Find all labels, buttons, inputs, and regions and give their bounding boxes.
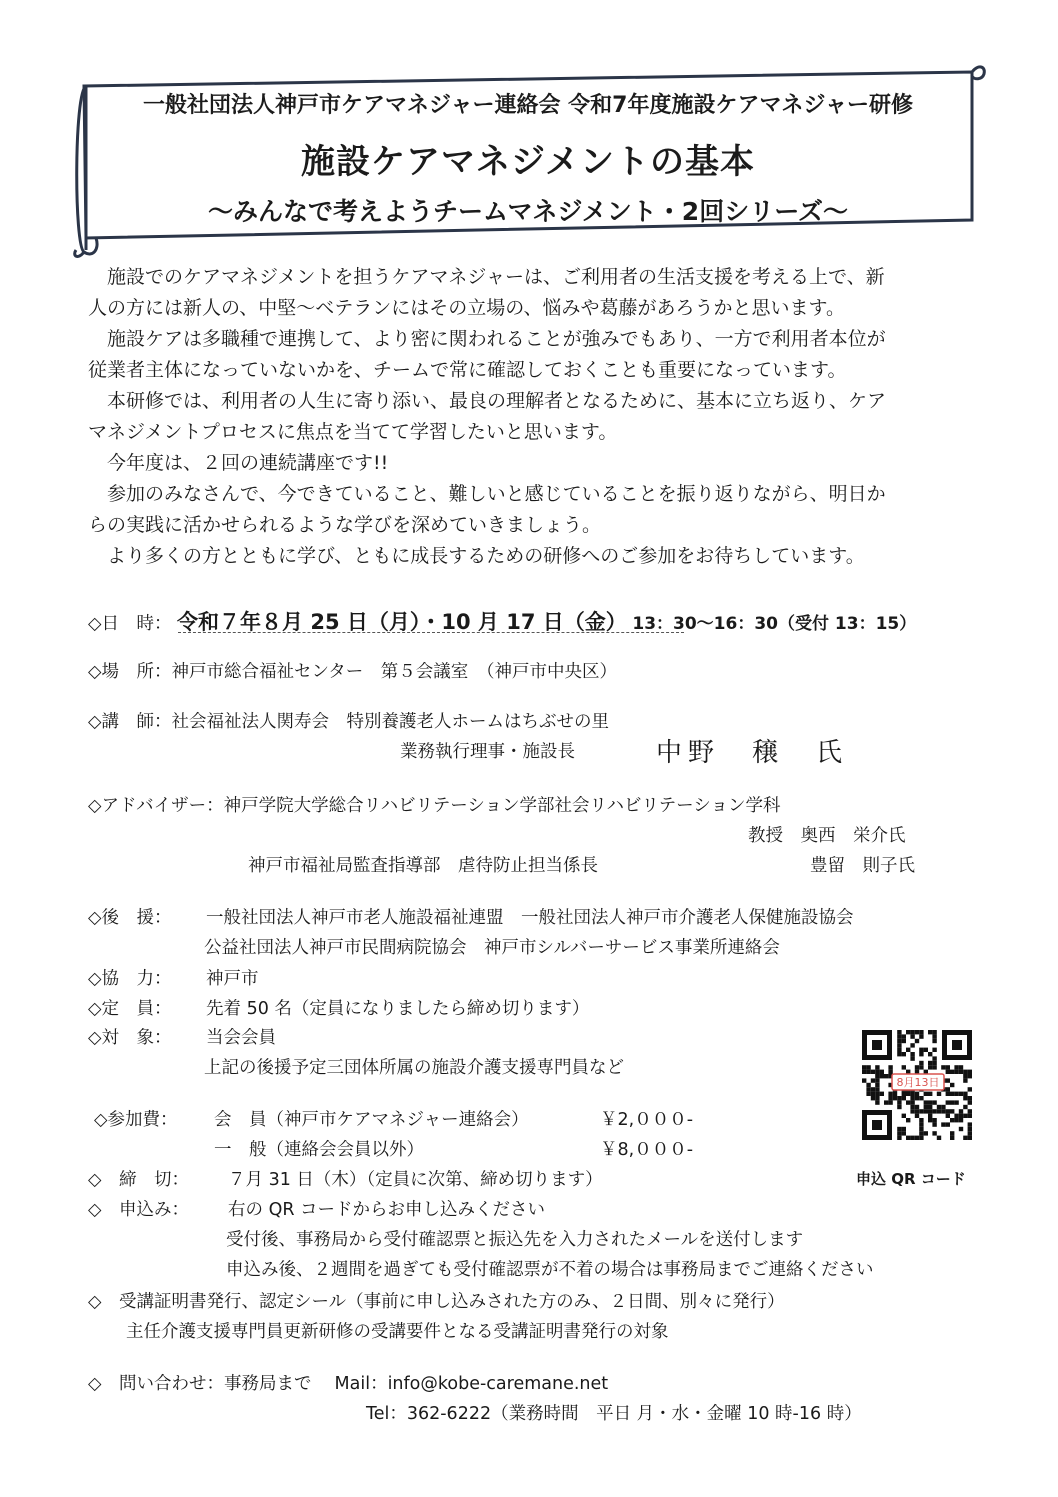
intro-line: より多くの方とともに学び、ともに成長するための研修へのご参加をお待ちしています。: [88, 545, 865, 567]
lecturer-label: ◇講 師：: [88, 712, 172, 732]
fee-label: ◇参加費：: [94, 1110, 178, 1130]
apply-line2: 受付後、事務局から受付確認票と振込先を入力されたメールを送付します: [226, 1230, 804, 1250]
advisor-row: [88, 792, 780, 817]
lecturer-role: 業務執行理事・施設長: [400, 742, 575, 762]
intro-line: 施設でのケアマネジメントを担うケアマネジャーは、ご利用者の生活支援を考える上で、新: [88, 266, 885, 288]
apply-line1: 右の QR コードからお申し込みください: [228, 1200, 546, 1220]
cooperation-label: ◇協 力：: [88, 969, 172, 989]
support-line1: 一般社団法人神戸市老人施設福祉連盟 一般社団法人神戸市介護老人保健施設協会: [206, 908, 854, 928]
intro-line: 施設ケアは多職種で連携して、より密に関われることが強みでもあり、一方で利用者本位が: [88, 328, 886, 350]
organizer-line: 一般社団法人神戸市ケアマネジャー連絡会 令和7年度施設ケアマネジャー研修: [142, 93, 914, 118]
fee-member-price: ￥2,０００-: [600, 1110, 694, 1130]
support-line2: 公益社団法人神戸市民間病院協会 神戸市シルバーサービス事業所連絡会: [204, 938, 780, 958]
qr-badge: 8月13日: [896, 1076, 940, 1089]
advisor-org1: 神戸学院大学総合リハビリテーション学部社会リハビリテーション学科: [223, 796, 781, 816]
qr-caption: 申込 QR コード: [856, 1170, 966, 1188]
venue-label: ◇場 所：: [88, 662, 172, 682]
intro-line: 従業者主体になっていないかを、チームで常に確認しておくことも重要になっています。: [88, 359, 847, 381]
fee-general-label: 一 般（連絡会会員以外）: [214, 1140, 424, 1160]
certificate-line1: ◇ 受講証明書発行、認定シール（事前に申し込みされた方のみ、２日間、別々に発行）: [88, 1292, 785, 1312]
event-time: 13：30〜16：30（受付 13：15）: [632, 614, 917, 634]
intro-line: 今年度は、２回の連続講座です!!: [88, 452, 389, 474]
intro-line: 本研修では、利用者の人生に寄り添い、最良の理解者となるために、基本に立ち返り、ケア: [88, 390, 887, 412]
date-underline: [178, 632, 684, 633]
advisor-person2: 豊留 則子氏: [810, 856, 915, 876]
page-subtitle: 〜みんなで考えようチームマネジメント・2回シリーズ〜: [208, 197, 848, 226]
advisor-person1: 教授 奥西 栄介氏: [748, 826, 906, 846]
lecturer-role-row: [400, 738, 575, 763]
deadline-value: ７月 31 日（木）（定員に次第、締め切ります）: [228, 1170, 603, 1190]
lecturer-row: [88, 708, 609, 733]
venue-row: [88, 658, 617, 683]
apply-label: ◇ 申込み：: [88, 1200, 189, 1220]
lecturer-org: 社会福祉法人関寿会 特別養護老人ホームはちぶせの里: [171, 712, 609, 732]
lecturer-name: 中野 穣 氏: [656, 738, 849, 768]
capacity-value: 先着 50 名（定員になりましたら締め切ります）: [206, 999, 590, 1019]
event-dates: 令和７年８月 25 日（月）・10 月 17 日（金）: [177, 610, 627, 634]
certificate-line2: 主任介護支援専門員更新研修の受講要件となる受講証明書発行の対象: [126, 1322, 669, 1342]
target-line1: 当会会員: [206, 1028, 276, 1048]
support-label: ◇後 援：: [88, 908, 172, 928]
advisor-label: ◇アドバイザー：: [88, 796, 224, 816]
cooperation-value: 神戸市: [206, 969, 259, 989]
intro-line: 人の方には新人の、中堅〜ベテランにはその立場の、悩みや葛藤があろうかと思います。: [88, 297, 845, 319]
apply-line3: 申込み後、２週間を過ぎても受付確認票が不着の場合は事務局までご連絡ください: [226, 1260, 874, 1280]
date-label: ◇日 時：: [88, 614, 172, 634]
deadline-label: ◇ 締 切：: [88, 1170, 189, 1190]
page-title: 施設ケアマネジメントの基本: [301, 142, 755, 182]
target-label: ◇対 象：: [88, 1028, 172, 1048]
capacity-label: ◇定 員：: [88, 999, 172, 1019]
contact-line2: Tel：362-6222（業務時間 平日 月・水・金曜 10 時-16 時）: [366, 1404, 862, 1424]
advisor-org2: 神戸市福祉局監査指導部 虐待防止担当係長: [248, 856, 598, 876]
qr-code[interactable]: [862, 1030, 972, 1140]
intro-line: マネジメントプロセスに焦点を当てて学習したいと思います。: [88, 421, 618, 443]
fee-member-label: 会 員（神戸市ケアマネジャー連絡会）: [214, 1110, 529, 1130]
intro-line: 参加のみなさんで、今できていること、難しいと感じていることを振り返りながら、明日か: [88, 483, 886, 505]
intro-text: [88, 262, 988, 572]
venue-value: 神戸市総合福祉センター 第５会議室 （神戸市中央区）: [171, 662, 618, 682]
contact-line1: ◇ 問い合わせ：事務局まで Mail：info@kobe-caremane.net: [88, 1374, 609, 1394]
fee-general-price: ￥8,０００-: [600, 1140, 694, 1160]
intro-line: らの実践に活かせられるような学びを深めていきましょう。: [88, 514, 602, 536]
target-line2: 上記の後援予定三団体所属の施設介護支援専門員など: [204, 1058, 624, 1078]
